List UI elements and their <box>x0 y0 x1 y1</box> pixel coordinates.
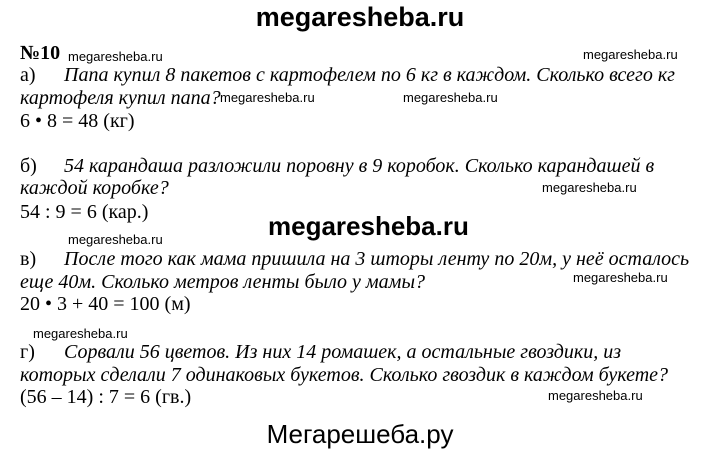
part-b-letter: б) <box>20 155 37 177</box>
part-v-question-line1 <box>20 248 689 271</box>
part-a-question-line1 <box>20 64 675 87</box>
watermark: megaresheba.ru <box>68 49 163 64</box>
part-b-question-line1 <box>20 155 654 178</box>
part-a-letter: а) <box>20 64 36 86</box>
part-v-text-line2: еще 40м. Сколько метров ленты было у мамы? <box>20 271 425 293</box>
part-g-question-line1 <box>20 341 621 364</box>
part-g-text-line1: Сорвали 56 цветов. Из них 14 ромашек, а остальные гвоздики, из <box>64 341 622 363</box>
watermark: megaresheba.ru <box>403 90 498 105</box>
part-v-text-line1: После того как мама пришила на 3 шторы ленту по 20м, у неё осталось <box>64 248 690 270</box>
part-a-text-line1: Папа купил 8 пакетов с картофелем по 6 кг в каждом. Сколько всего кг <box>64 64 675 86</box>
watermark: megaresheba.ru <box>542 180 637 195</box>
part-g-text-line2: которых сделали 7 одинаковых букетов. Сколько гвоздик в каждом букете? <box>20 364 669 386</box>
part-g-letter: г) <box>20 341 35 363</box>
watermark: megaresheba.ru <box>583 47 678 62</box>
part-b-answer: 54 : 9 = 6 (кар.) <box>20 201 149 223</box>
part-a-text-line2: картофеля купил папа? <box>20 87 221 109</box>
watermark: megaresheba.ru <box>220 90 315 105</box>
part-b-text-line1: 54 карандаша разложили поровну в 9 коробок. Сколько карандашей в <box>64 155 655 177</box>
watermark: megaresheba.ru <box>548 388 643 403</box>
watermark: megaresheba.ru <box>33 326 128 341</box>
footer-brand: Мегарешеба.ру <box>266 419 454 449</box>
watermark-large: megaresheba.ru <box>268 211 469 241</box>
part-v-letter: в) <box>20 248 37 270</box>
part-a-answer: 6 • 8 = 48 (кг) <box>20 110 135 132</box>
watermark: megaresheba.ru <box>68 232 163 247</box>
part-b-text-line2: каждой коробке? <box>20 177 169 199</box>
watermark: megaresheba.ru <box>573 270 668 285</box>
part-g-answer: (56 – 14) : 7 = 6 (гв.) <box>20 386 192 408</box>
part-v-answer: 20 • 3 + 40 = 100 (м) <box>20 293 191 315</box>
site-header-title: megaresheba.ru <box>255 2 465 32</box>
problem-number: №10 <box>20 42 61 64</box>
